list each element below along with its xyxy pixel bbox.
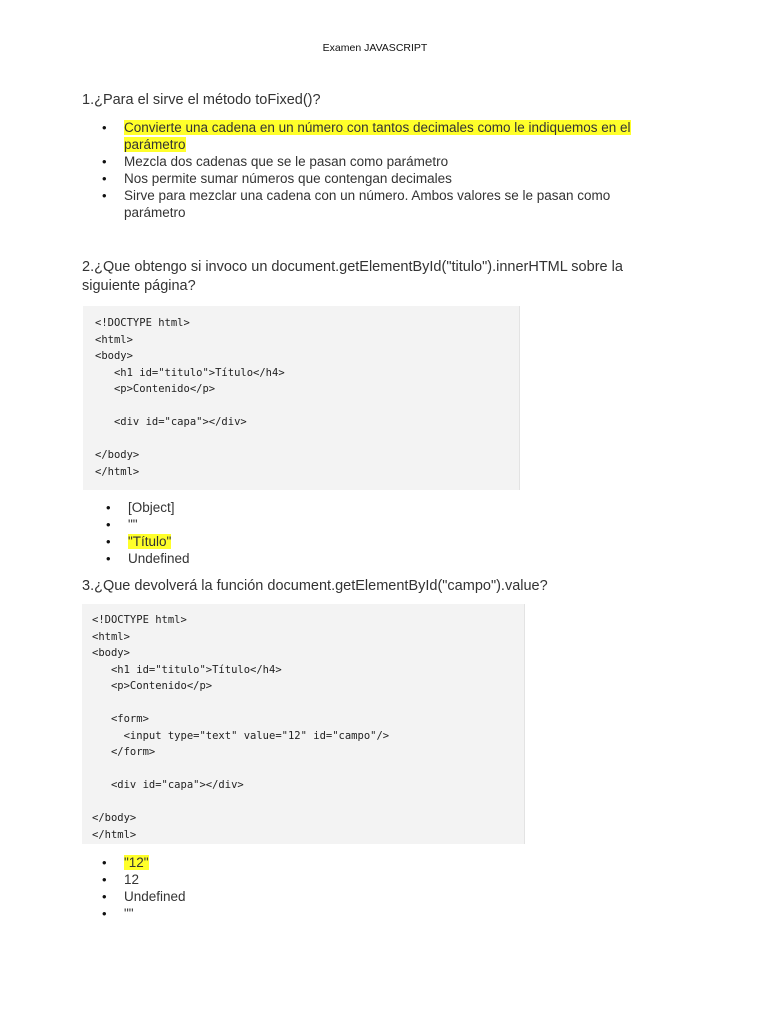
answer-2c: [128, 533, 428, 550]
code-line: <h1 id="titulo">Título</h4>: [92, 663, 282, 676]
code-line: <div id="capa"></div>: [92, 779, 244, 791]
answer-1b-text: Mezcla dos cadenas que se le pasan como parámetro: [124, 154, 449, 169]
answer-1a-line1: Convierte una cadena en un número con tantos decimales como le indiquemos en el: [124, 120, 631, 135]
answer-3b-text: 12: [124, 872, 140, 887]
answer-3c: [124, 888, 424, 905]
answer-1b: [124, 153, 669, 170]
answer-2d-text: Undefined: [128, 551, 190, 566]
question-3-answers: [124, 854, 424, 922]
answer-1c: [124, 170, 669, 187]
question-2: [82, 258, 672, 296]
code-line: [92, 695, 524, 712]
code-line: <form>: [92, 713, 149, 725]
answer-3c-text: Undefined: [124, 889, 186, 904]
answer-3d: [124, 905, 424, 922]
code-line: <input type="text" value="12" id="campo"/>: [92, 729, 390, 742]
code-line: <!DOCTYPE html>: [95, 317, 190, 329]
question-1: 1.¿Para el sirve el método toFixed()?: [82, 92, 321, 108]
code-line: [92, 761, 524, 778]
code-line: [95, 431, 519, 448]
code-line: <!DOCTYPE html>: [92, 614, 187, 626]
question-2-line2: siguiente página?: [82, 278, 196, 294]
answer-3b: [124, 871, 424, 888]
code-line: </html>: [95, 465, 140, 478]
question-3: 3.¿Que devolverá la función document.getElementById("campo").value?: [82, 578, 548, 594]
answer-2d: [128, 550, 428, 567]
code-line: </form>: [92, 746, 156, 758]
answer-1c-text: Nos permite sumar números que contengan decimales: [124, 171, 452, 186]
question-2-answers: [128, 499, 428, 567]
answer-1d: [124, 187, 669, 221]
answer-2a: [128, 499, 428, 516]
code-block-2: [83, 306, 520, 490]
code-line: <body>: [95, 350, 133, 362]
answer-1a: [124, 119, 669, 153]
answer-1d-line2: parámetro: [124, 205, 186, 220]
code-block-3: [82, 604, 525, 844]
code-line: </body>: [92, 812, 137, 824]
code-line: [92, 794, 524, 811]
answer-2a-text: [Object]: [128, 500, 175, 515]
answer-3a: [124, 854, 424, 871]
code-line: <body>: [92, 647, 130, 659]
answer-3a-text: "12": [124, 855, 149, 870]
answer-2b-text: "": [128, 517, 138, 532]
code-line: [95, 398, 519, 415]
question-1-answers: [124, 119, 669, 221]
answer-2b: [128, 516, 428, 533]
code-line: <h1 id="titulo">Título</h4>: [95, 366, 285, 379]
code-line: <p>Contenido</p>: [92, 680, 213, 692]
answer-1d-line1: Sirve para mezclar una cadena con un número. Ambos valores se le pasan como: [124, 188, 611, 203]
answer-2c-text: "Título": [128, 534, 172, 549]
code-line: <html>: [95, 333, 133, 346]
page-title: Examen JAVASCRIPT: [322, 42, 428, 54]
answer-1a-line2: parámetro: [124, 137, 186, 152]
code-line: <p>Contenido</p>: [95, 383, 216, 395]
code-line: <div id="capa"></div>: [95, 416, 247, 428]
question-2-line1: 2.¿Que obtengo si invoco un document.getElementById("titulo").innerHTML sobre la: [82, 259, 623, 275]
code-line: <html>: [92, 630, 130, 643]
code-line: </body>: [95, 449, 140, 461]
answer-3d-text: "": [124, 906, 134, 921]
code-line: </html>: [92, 828, 137, 841]
